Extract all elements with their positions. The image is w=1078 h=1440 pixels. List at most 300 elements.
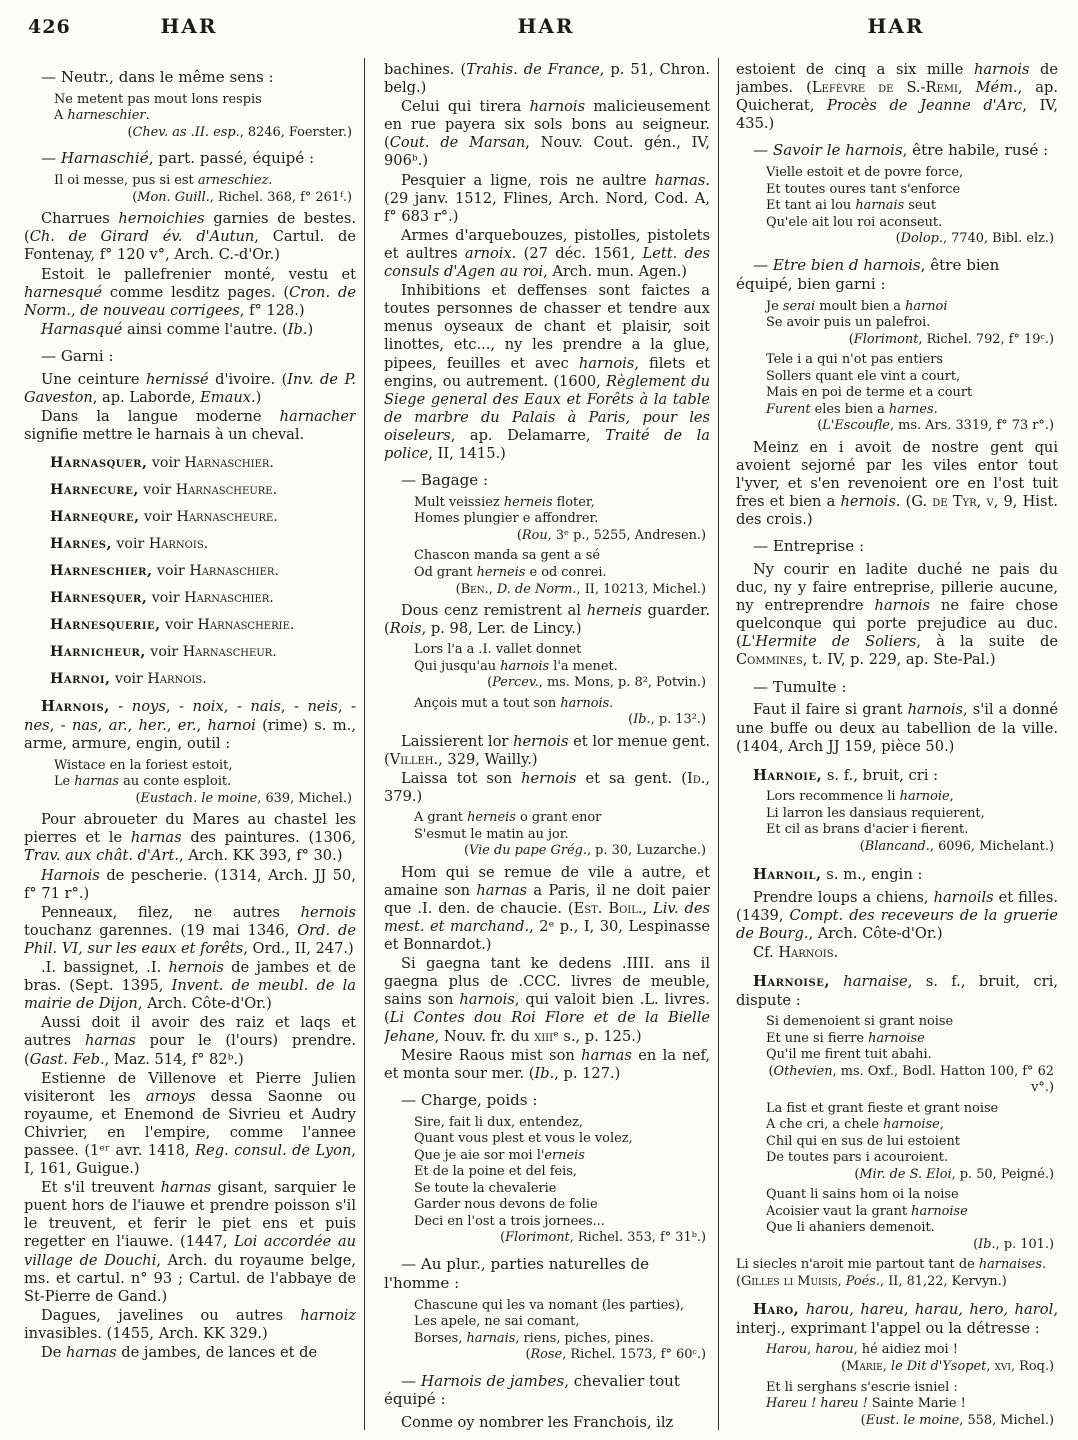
text-run: Chascune qui les va nomant (les parties),: [414, 1297, 685, 1313]
quote-line: [54, 108, 356, 125]
text-run: Ib.: [287, 320, 308, 338]
text-run: , 7740, Bibl. elz.): [942, 231, 1054, 247]
text-run: (rime) s. m., arme, armure, engin, outil :: [24, 716, 356, 753]
text-run: Gilles li Muisis: [741, 1273, 838, 1289]
text-run: harnacher: [279, 408, 356, 425]
verse-quote: [414, 495, 710, 545]
text-run: touchanz garennes. (19 mai 1346,: [24, 921, 298, 939]
citation-line: [736, 1274, 1058, 1291]
text-run: Harnoise,: [753, 973, 830, 991]
text-run: ,: [949, 789, 954, 805]
paragraph: [24, 1014, 356, 1068]
paragraph: [384, 1047, 710, 1083]
text-run: Ny courir en ladite duché ne pais du duc, ny y faire entreprise, pillerie aucune, ny entreprendre: [736, 560, 1058, 615]
text-run: , part. passé, équipé :: [148, 149, 315, 168]
text-run: .: [274, 563, 279, 580]
text-run: Harnois: [148, 536, 204, 553]
text-run: A che cri, a chele: [766, 1117, 884, 1133]
text-run: Conme oy nombrer les Franchois, ilz: [401, 1414, 674, 1432]
text-run: de jambes. (: [736, 61, 1058, 97]
text-run: Harnasqué: [41, 320, 123, 338]
quote-line: [766, 385, 1058, 402]
text-run: pour le (l'ours) prendre. (: [24, 1032, 356, 1068]
paragraph: [736, 561, 1058, 670]
text-run: eles bien a: [810, 401, 889, 417]
citation-line: [766, 1359, 1058, 1376]
text-run: Charrues: [41, 210, 119, 228]
text-column-right: [736, 60, 1058, 1434]
text-run: Harnascheur: [182, 644, 273, 661]
text-run: Harnaschier: [184, 590, 270, 607]
text-run: — Au plur., parties naturelles de l'homme :: [384, 1254, 650, 1292]
text-run: Inv. de P. Gaveston: [24, 370, 356, 406]
text-run: ,: [196, 716, 208, 734]
quote-line: [414, 1164, 710, 1181]
text-run: hernissé: [146, 370, 209, 388]
text-run: (: [854, 1166, 860, 1182]
citation-line: [54, 791, 356, 808]
text-run: (: [841, 1358, 847, 1374]
text-run: de pescherie. (1314, Arch. JJ 50, f° 71 r°.): [24, 866, 356, 902]
text-run: arneschiez: [197, 173, 269, 189]
paragraph: [24, 1179, 356, 1306]
text-run: harnois: [560, 695, 610, 711]
paragraph: [736, 701, 1058, 755]
text-run: Chil qui en sus de lui estoient: [766, 1133, 960, 1149]
text-run: , Richel. 353, f° 31ᵇ.): [569, 1230, 706, 1246]
text-run: Furent: [766, 401, 811, 417]
text-run: Trahis. de France: [466, 61, 600, 78]
text-run: (: [516, 527, 522, 543]
text-run: , IV, 435.): [736, 97, 1058, 133]
text-run: Traité de la police: [384, 426, 710, 462]
text-run: et filles. (1439,: [736, 888, 1058, 924]
text-run: hernoichies: [118, 210, 205, 228]
text-run: Ben.: [460, 581, 489, 597]
text-run: Harnascheure: [175, 482, 273, 499]
quote-line: [766, 315, 1058, 332]
citation-line: [766, 418, 1058, 435]
section-heading: [384, 471, 710, 490]
text-run: hernois: [168, 959, 224, 977]
text-run: ,: [957, 79, 976, 97]
text-run: , ap. Quicherat,: [736, 79, 1058, 115]
text-run: harnais: [855, 198, 905, 214]
text-run: dessa Saonne ou royaume, et Enemond de Sivrieu et Audry Chivrier, en l'empire, comme l'annee passee. (1ᵉʳ avr. 1418,: [24, 1087, 356, 1159]
quote-line: [766, 1342, 1058, 1359]
text-run: , Arch. mun. Agen.): [543, 263, 687, 281]
text-run: xiii: [534, 1027, 554, 1045]
verse-quote: [414, 1298, 710, 1364]
text-run: ,: [837, 1273, 846, 1289]
quote-line: [54, 774, 356, 791]
text-run: nes: [24, 716, 50, 734]
quote-line: [736, 1257, 1058, 1274]
paragraph: [736, 944, 1058, 962]
text-run: -: [109, 698, 132, 716]
text-run: (: [628, 712, 634, 728]
text-run: Compt. des receveurs de la gruerie de Bourg.: [736, 906, 1058, 942]
text-run: Et s'il treuvent: [41, 1179, 161, 1197]
text-run: .: [833, 944, 839, 962]
text-run: arnoys: [145, 1087, 196, 1105]
text-run: signifie mettre le harnais à un cheval.: [24, 426, 305, 444]
text-run: harnoie: [899, 789, 950, 805]
paragraph-continuation: [384, 61, 710, 97]
verse-quote: [766, 1187, 1058, 1253]
text-run: Dagues, javelines ou autres: [41, 1306, 301, 1324]
quote-line: [414, 1331, 710, 1348]
quote-line: [414, 495, 710, 512]
text-run: hernois: [521, 769, 577, 787]
cross-reference: [24, 455, 356, 471]
text-run: xvi: [994, 1358, 1011, 1374]
text-run: nais: [250, 698, 281, 716]
text-run: harnaise: [843, 973, 908, 991]
text-run: Harnascherie: [197, 617, 290, 634]
text-run: harnois: [874, 597, 930, 615]
text-run: Ib.: [978, 1236, 996, 1252]
text-run: des paintures. (1306,: [181, 829, 356, 847]
text-run: Et li serghans s'escrie isniel :: [766, 1379, 958, 1395]
verse-quote: [766, 165, 1058, 248]
quote-line: [54, 92, 356, 109]
text-run: et lor menue gent. (: [384, 732, 710, 768]
quote-line: [766, 1014, 1058, 1031]
text-run: Deci en l'ost a trois jornees...: [414, 1213, 605, 1229]
text-run: , Nouv. fr. du: [434, 1027, 535, 1045]
text-run: .: [145, 108, 150, 124]
text-run: Harnaschier: [189, 563, 275, 580]
text-run: Ib.: [534, 1064, 555, 1082]
paragraph: [24, 408, 356, 444]
quote-line: [414, 1314, 710, 1331]
verse-quote: [54, 758, 356, 808]
section-heading: [24, 347, 356, 366]
text-run: malicieusement en rue payera six sols bons au seigneur. (: [384, 98, 710, 152]
entry-headword-paragraph: [736, 767, 1058, 786]
text-run: Estoit le pallefrenier monté, vestu et: [41, 265, 356, 283]
text-run: , s. f., bruit, cri, dispute :: [736, 973, 1058, 1009]
text-run: — Neutr., dans le même sens :: [41, 68, 274, 86]
text-run: , hé aidiez moi !: [853, 1342, 958, 1358]
paragraph: [24, 811, 356, 865]
text-run: harnois: [500, 658, 550, 674]
text-run: Florimont: [505, 1230, 570, 1246]
text-run: er.: [177, 716, 197, 734]
text-run: Emaux: [200, 388, 251, 406]
text-run: , p. 50, Peigné.): [951, 1166, 1054, 1182]
text-run: ,: [488, 581, 497, 597]
text-run: herneis: [503, 494, 553, 510]
text-run: .: [609, 695, 614, 711]
text-run: .: [1041, 1257, 1047, 1273]
verse-quote: [766, 1380, 1058, 1430]
citation-line: [414, 1230, 710, 1247]
text-run: , Arch. KK 393, f° 30.): [178, 847, 343, 865]
text-run: Od grant: [414, 564, 477, 580]
verse-quote: [766, 1101, 1058, 1184]
quote-line: [414, 1181, 710, 1198]
quote-line: [766, 215, 1058, 232]
text-run: (: [768, 1063, 774, 1079]
text-run: Inhibitions et deffenses sont faictes a toutes personnes de chasser et tendre aux menus oyseaux de chant et plaisir, soit linottes, etc..., ny les prendre a la glue, pipees, feuilles et avec: [384, 282, 710, 372]
text-run: v: [986, 492, 994, 510]
text-run: her.: [138, 716, 167, 734]
text-run: Harou: [766, 1342, 808, 1358]
text-run: , 639, Michel.): [257, 790, 352, 806]
text-run: Qui jusqu'au: [414, 658, 501, 674]
text-run: (: [973, 1236, 979, 1252]
text-run: (: [525, 1347, 531, 1363]
citation-line: [414, 712, 710, 729]
text-run: Estienne de Villenove et Pierre Julien visiteront les: [24, 1069, 356, 1105]
quote-line: [414, 1131, 710, 1148]
verse-quote: [766, 352, 1058, 435]
text-run: Percev.: [492, 675, 539, 691]
text-run: .: [268, 173, 273, 189]
text-run: Eustach. le moine: [140, 790, 258, 806]
text-run: harnois: [974, 61, 1030, 78]
quote-line: [766, 299, 1058, 316]
text-run: Wistace en la foriest estoit,: [54, 757, 233, 773]
text-run: .: [202, 671, 207, 688]
cross-reference: [24, 617, 356, 633]
citation-line: [414, 528, 710, 545]
cross-reference: [24, 509, 356, 525]
text-run: Et tant ai lou: [766, 198, 856, 214]
text-run: (: [848, 331, 854, 347]
text-run: Invent. de meubl. de la mairie de Dijon: [24, 977, 356, 1013]
text-run: Si gaegna tant ke dedens .IIII. ans il gaegna plus de .CCC. livres de meuble, sains son: [384, 955, 710, 1009]
text-run: Que li ahaniers demenoit.: [766, 1220, 935, 1236]
section-heading: [384, 1091, 710, 1110]
text-run: erneis: [544, 1147, 585, 1163]
text-run: , II, 81,22, Kervyn.): [880, 1273, 1007, 1289]
quote-line: [766, 806, 1058, 823]
text-run: Liv. des mest. et marchand.: [384, 899, 710, 935]
text-run: e od conrei.: [525, 564, 607, 580]
section-heading: [24, 68, 356, 87]
citation-line: [414, 582, 710, 599]
text-run: Que je aie sor moi l': [414, 1147, 545, 1163]
text-run: (: [817, 418, 823, 434]
text-run: — Charge, poids :: [401, 1090, 538, 1109]
text-column-middle: [384, 60, 710, 1434]
text-run: , Arch. du royaume belge, ms. et cartul. n° 93 ; Cartul. de l'abbaye de St-Pierre de Gand.): [24, 1251, 356, 1305]
text-run: Gast. Feb.: [29, 1050, 105, 1068]
verse-quote: [736, 1257, 1058, 1290]
text-run: , -: [280, 698, 308, 716]
quote-line: [414, 511, 710, 528]
text-run: Harnois: [778, 944, 834, 962]
quote-line: [54, 758, 356, 775]
text-run: Florimont: [853, 331, 919, 347]
quote-line: [414, 696, 710, 713]
quote-line: [766, 822, 1058, 839]
text-run: herneis: [476, 564, 526, 580]
paragraph: [24, 321, 356, 339]
text-run: , 3ᵉ p., 5255, Andresen.): [547, 527, 706, 543]
citation-line: [414, 1347, 710, 1364]
column-divider: [364, 58, 365, 1430]
text-run: harnois: [907, 701, 964, 719]
text-run: .I. bassignet, .I.: [41, 959, 169, 977]
text-run: , s'il a donné une buffe ou deux au tabellion de la ville. (1404, Arch JJ 159, pièce 50.): [736, 701, 1058, 755]
text-run: Cf.: [753, 944, 779, 962]
paragraph: [384, 733, 710, 769]
text-run: harnoi: [207, 716, 256, 734]
text-run: , ap. Delamarre,: [450, 426, 606, 444]
text-run: .: [273, 509, 278, 526]
paragraph: [384, 172, 710, 226]
text-run: Mais en poi de terme et a court: [766, 385, 973, 401]
section-heading: [24, 149, 356, 168]
quote-line: [766, 352, 1058, 369]
text-run: gisant, sarquier le puent hors de l'iauwe et prendre poisson s'il le treuvent, et ferir le piet ens et puis regetter en l'iauwe. (1447,: [24, 1179, 356, 1251]
section-heading: [736, 141, 1058, 160]
text-run: Et de la poine et del feis,: [414, 1164, 577, 1180]
text-run: .): [250, 388, 262, 406]
text-run: Harnois: [41, 866, 100, 884]
text-run: garnies de bestes. (: [24, 210, 356, 246]
text-run: , p. 30, Luzarche.): [586, 843, 706, 859]
text-run: Vie du pape Grég.: [469, 843, 587, 859]
text-run: de jambes et de bras. (Sept. 1395,: [24, 959, 356, 995]
text-run: a Paris, il ne doit paier que .I. den. de chaucie. (: [384, 881, 710, 917]
text-run: .: [269, 455, 274, 472]
text-run: .: [289, 617, 295, 634]
verse-quote: [414, 1115, 710, 1247]
text-run: Je: [766, 298, 783, 314]
text-run: , t. IV, p. 229, ap. Ste-Pal.): [802, 651, 996, 669]
text-run: , -: [49, 716, 72, 734]
text-run: hernois: [840, 492, 896, 510]
text-run: Hareu ! hareu !: [766, 1396, 868, 1412]
text-run: Pesquier a ligne, rois ne aultre: [401, 171, 655, 189]
citation-line: [766, 839, 1058, 856]
text-run: — Entreprise :: [753, 537, 865, 556]
text-run: Rois: [389, 620, 422, 638]
quote-line: [54, 173, 356, 190]
text-run: harnoise: [911, 1203, 968, 1219]
paragraph: [24, 959, 356, 1013]
text-run: , ms. Oxf., Bodl. Hatton 100, f° 62 v°.): [832, 1063, 1054, 1096]
text-run: —: [41, 149, 61, 168]
text-run: A: [54, 108, 68, 124]
text-run: s. f., bruit, cri :: [822, 766, 939, 784]
text-run: , chevalier tout équipé :: [384, 1371, 680, 1409]
paragraph: [24, 371, 356, 407]
text-run: , Arch. Côte-d'Or.): [808, 924, 943, 942]
text-run: noys: [131, 698, 166, 716]
text-run: , Nouv. Cout. gén., IV, 906ᵇ.): [384, 134, 710, 170]
text-run: Rou: [521, 527, 548, 543]
quote-line: [766, 198, 1058, 215]
quote-line: [766, 165, 1058, 182]
cross-reference: [24, 671, 356, 687]
text-run: voir: [152, 563, 190, 580]
text-run: Ançois mut a tout son: [414, 695, 561, 711]
verse-quote: [414, 810, 710, 860]
text-run: Id.: [686, 769, 706, 787]
text-run: Il oi messe, pus si est: [54, 173, 198, 189]
text-run: Et cil as brans d'acier i fierent.: [766, 822, 969, 838]
text-run: L'Escoufle: [822, 418, 890, 434]
text-run: — Bagage :: [401, 471, 489, 490]
paragraph: [24, 867, 356, 903]
text-run: harnas: [581, 1046, 632, 1064]
text-run: ): [307, 320, 314, 338]
text-run: Si demenoient si grant noise: [766, 1014, 954, 1030]
paragraph: [384, 227, 710, 281]
text-run: Laissa tot son: [401, 769, 522, 787]
text-run: Trav. aux chât. d'Art.: [24, 847, 179, 865]
text-run: Li larron les dansiaus requierent,: [766, 805, 985, 821]
text-run: , Ord., II, 247.): [243, 939, 354, 957]
paragraph: [24, 1070, 356, 1179]
text-run: harnoi: [905, 298, 948, 314]
text-run: .: [933, 401, 938, 417]
text-run: , qui valoit bien .L. livres. (: [384, 991, 710, 1027]
text-run: Villeh.: [389, 750, 439, 768]
text-run: Othevien: [773, 1063, 833, 1079]
text-run: Harnois: [147, 671, 203, 688]
quote-line: [766, 1220, 1058, 1237]
paragraph: [24, 210, 356, 264]
verse-quote: [414, 696, 710, 729]
text-run: Reg. consul. de Lyon: [195, 1141, 352, 1159]
citation-line: [766, 1167, 1058, 1184]
text-run: harnesqué: [24, 283, 102, 301]
text-run: .: [272, 482, 278, 499]
text-run: et sa gent. (: [576, 769, 687, 787]
text-run: .: [203, 536, 209, 553]
section-heading: [384, 1372, 710, 1410]
text-run: harou, hareu, harau, hero, harol,: [805, 1301, 1058, 1319]
text-run: Lors recommence li: [766, 789, 900, 805]
text-run: ar.: [108, 716, 128, 734]
text-run: (: [895, 231, 901, 247]
text-run: , 9, Hist. des crois.): [736, 492, 1058, 529]
text-run: Procès de Jeanne d'Arc: [827, 97, 1023, 115]
quote-line: [414, 642, 710, 659]
text-run: , Richel. 1573, f° 60ᶜ.): [562, 1347, 706, 1363]
text-run: harnas: [130, 829, 182, 847]
text-run: Marie: [846, 1358, 883, 1374]
text-run: (: [464, 843, 470, 859]
text-run: harnoils: [933, 888, 994, 906]
text-run: Harnesquerie,: [50, 617, 161, 634]
text-run: floter,: [552, 494, 595, 510]
quote-line: [766, 1187, 1058, 1204]
text-run: harnois: [459, 991, 515, 1009]
text-run: l'a menet.: [549, 658, 618, 674]
text-run: Une ceinture: [41, 370, 146, 388]
text-run: —: [401, 1371, 421, 1390]
text-run: herneis: [586, 602, 642, 620]
text-run: Eust. le moine: [865, 1412, 960, 1428]
text-run: Pour abroueter du Mares au chastel les pierres et le: [24, 811, 356, 847]
text-run: , Richel. 792, f° 19ᶜ.): [918, 331, 1054, 347]
text-run: voir: [145, 644, 183, 661]
text-run: , 6096, Michelant.): [929, 838, 1054, 854]
text-run: harnoise: [868, 1030, 925, 1046]
text-run: , II, 1415.): [428, 444, 506, 462]
text-run: ,: [642, 899, 654, 917]
text-column-left: [24, 60, 356, 1434]
verse-quote: [414, 548, 710, 598]
